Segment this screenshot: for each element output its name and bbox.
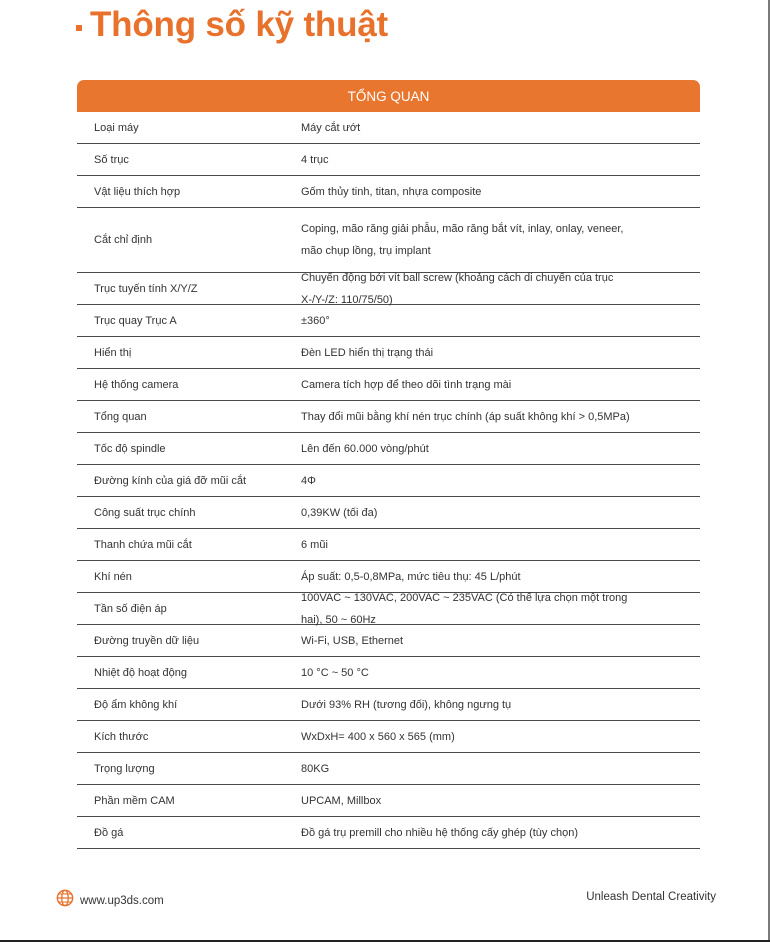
spec-key: Trục quay Trục A xyxy=(94,314,177,327)
spec-value: 6 mũi xyxy=(301,538,328,551)
spec-key: Thanh chứa mũi cắt xyxy=(94,538,192,551)
spec-value: Đèn LED hiển thị trạng thái xyxy=(301,346,434,359)
spec-value: WxDxH= 400 x 560 x 565 (mm) xyxy=(301,730,455,743)
spec-value: Gốm thủy tinh, titan, nhựa composite xyxy=(301,185,482,198)
page-title: Thông số kỹ thuật xyxy=(90,5,388,44)
spec-key: Tần số điện áp xyxy=(94,602,167,615)
spec-key: Đường truyền dữ liệu xyxy=(94,634,200,647)
spec-key: Hiển thị xyxy=(94,346,132,359)
footer-url[interactable]: www.up3ds.com xyxy=(80,894,164,907)
spec-key: Số trục xyxy=(94,153,129,166)
spec-row xyxy=(77,433,700,465)
spec-key: Khí nén xyxy=(94,570,132,583)
spec-table-header: TỔNG QUAN xyxy=(77,80,700,112)
spec-row xyxy=(77,721,700,753)
spec-row xyxy=(77,112,700,144)
spec-row xyxy=(77,625,700,657)
globe-icon xyxy=(56,889,80,912)
spec-row xyxy=(77,401,700,433)
spec-value: Áp suất: 0,5-0,8MPa, mức tiêu thụ: 45 L/phút xyxy=(301,570,521,583)
spec-row xyxy=(77,817,700,849)
spec-value: 0,39KW (tối đa) xyxy=(301,506,378,519)
spec-key: Loại máy xyxy=(94,121,139,134)
spec-value: Chuyển động bởi vít ball screw (khoảng cách di chuyển của trục X-/Y-/Z: 110/75/50) xyxy=(301,271,614,306)
spec-key: Cắt chỉ định xyxy=(94,234,153,246)
spec-value: Lên đến 60.000 vòng/phút xyxy=(301,442,429,455)
spec-row xyxy=(77,144,700,176)
spec-value: 80KG xyxy=(301,762,330,775)
title-bullet xyxy=(76,25,82,31)
spec-row xyxy=(77,785,700,817)
spec-key: Nhiệt độ hoạt động xyxy=(94,666,187,679)
spec-row xyxy=(77,689,700,721)
spec-key: Kích thước xyxy=(94,730,149,743)
spec-row xyxy=(77,753,700,785)
spec-table-body xyxy=(77,112,700,849)
spec-value: Wi-Fi, USB, Ethernet xyxy=(301,634,404,647)
spec-key: Phần mềm CAM xyxy=(94,794,175,807)
spec-row xyxy=(77,337,700,369)
spec-table xyxy=(77,80,700,849)
spec-value: Thay đổi mũi bằng khí nén trục chính (áp suất không khí > 0,5MPa) xyxy=(301,410,630,423)
spec-value: Coping, mão răng giải phẫu, mão răng bắt vít, inlay, onlay, veneer, mão chụp lồng, trụ implant xyxy=(301,223,624,257)
spec-row xyxy=(77,657,700,689)
footer-website[interactable] xyxy=(56,889,164,912)
spec-row xyxy=(77,465,700,497)
spec-value: 10 °C ~ 50 °C xyxy=(301,666,369,679)
spec-row xyxy=(77,369,700,401)
spec-value: 4 trục xyxy=(301,153,329,166)
spec-value: Camera tích hợp để theo dõi tình trạng mài xyxy=(301,378,512,391)
spec-value: Máy cắt ướt xyxy=(301,121,361,134)
page-title-block xyxy=(76,4,388,46)
spec-row xyxy=(77,593,700,625)
spec-key: Trục tuyến tính X/Y/Z xyxy=(94,282,198,295)
spec-key: Tổng quan xyxy=(94,410,147,423)
spec-value: UPCAM, Millbox xyxy=(301,794,382,807)
spec-key: Vật liệu thích hợp xyxy=(94,185,181,198)
spec-row xyxy=(77,176,700,208)
spec-key: Đường kính của giá đỡ mũi cắt xyxy=(94,474,247,487)
spec-key: Độ ẩm không khí xyxy=(94,698,178,711)
spec-value: ±360° xyxy=(301,314,330,327)
spec-key: Công suất trục chính xyxy=(94,506,196,519)
spec-key: Tốc độ spindle xyxy=(94,442,166,455)
spec-value: Đồ gá trụ premill cho nhiều hệ thống cấy ghép (tùy chọn) xyxy=(301,826,578,839)
spec-row xyxy=(77,208,700,273)
spec-row xyxy=(77,273,700,305)
spec-key: Đồ gá xyxy=(94,826,124,839)
spec-row xyxy=(77,497,700,529)
footer-tagline: Unleash Dental Creativity xyxy=(586,891,716,903)
spec-row xyxy=(77,529,700,561)
spec-value: Dưới 93% RH (tương đối), không ngưng tụ xyxy=(301,698,512,711)
spec-key: Trọng lượng xyxy=(94,762,155,775)
spec-value: 100VAC ~ 130VAC, 200VAC ~ 235VAC (Có thể lựa chọn một trong hai), 50 ~ 60Hz xyxy=(301,591,628,626)
spec-value: 4Φ xyxy=(301,474,316,487)
spec-row xyxy=(77,305,700,337)
spec-key: Hệ thống camera xyxy=(94,378,179,391)
